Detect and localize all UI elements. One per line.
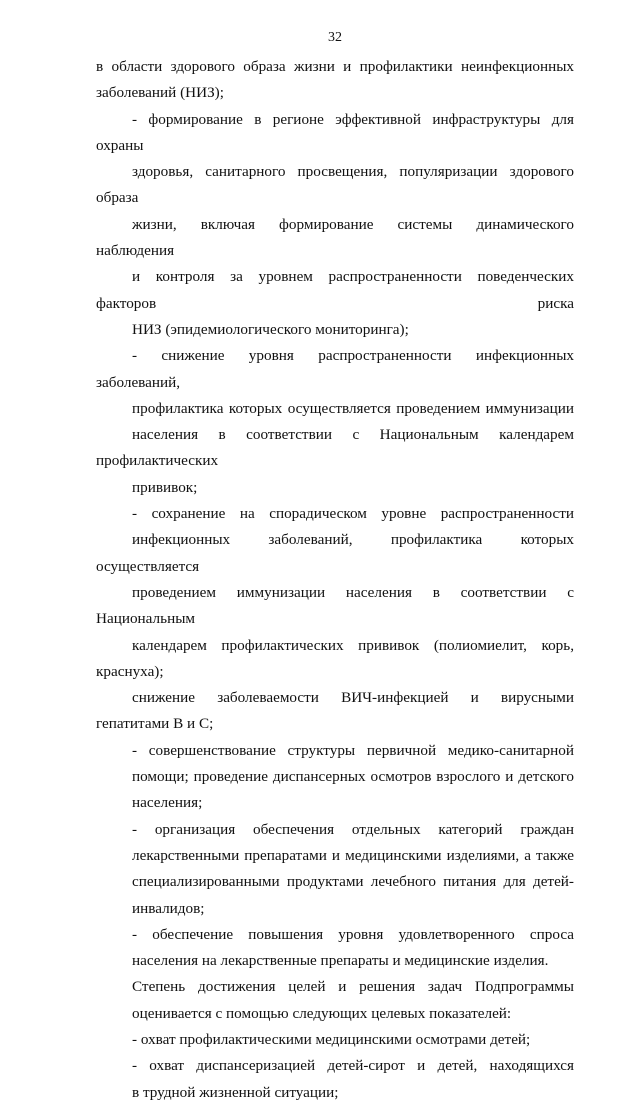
text-line: населения на лекарственные препараты и медицинские изделия. bbox=[132, 952, 549, 970]
text-line: и контроля за уровнем распространенности поведенческих факторов риска bbox=[96, 268, 574, 312]
text-line: - охват профилактическими медицинскими осмотрами детей; bbox=[132, 1030, 531, 1048]
paragraph bbox=[96, 107, 574, 344]
text-line: НИЗ (эпидемиологического мониторинга); bbox=[132, 320, 409, 338]
paragraph bbox=[96, 922, 574, 975]
text-line: - снижение уровня распространенности инфекционных заболеваний, bbox=[96, 347, 574, 391]
text-line: календарем профилактических прививок (полиомиелит, корь, краснуха); bbox=[96, 636, 574, 680]
text-line: - организация обеспечения отдельных категорий граждан bbox=[132, 820, 574, 838]
paragraph bbox=[96, 817, 574, 922]
text-line: помощи; проведение диспансерных осмотров взрослого и детского bbox=[132, 768, 574, 786]
text-line: - обеспечение повышения уровня удовлетворенного спроса bbox=[132, 925, 574, 943]
text-line: - совершенствование структуры первичной медико-санитарной bbox=[132, 741, 574, 759]
text-line: - охват диспансеризацией детей-сирот и детей, находящихся bbox=[132, 1057, 574, 1075]
text-line: проведением иммунизации населения в соответствии с Национальным bbox=[96, 583, 574, 628]
text-line: специализированными продуктами лечебного питания для детей- bbox=[132, 873, 574, 891]
paragraph bbox=[96, 974, 574, 1027]
text-line: населения; bbox=[132, 794, 203, 812]
text-line: инфекционных заболеваний, профилактика которых осуществляется bbox=[96, 531, 574, 575]
text-line: инвалидов; bbox=[132, 899, 205, 917]
text-line: заболеваний (НИЗ); bbox=[96, 84, 224, 102]
paragraph bbox=[96, 501, 574, 738]
text-line: лекарственными препаратами и медицинскими изделиями, а также bbox=[132, 846, 574, 864]
text-line: - сохранение на спорадическом уровне распространенности bbox=[132, 505, 574, 523]
text-line: снижение заболеваемости ВИЧ-инфекцией и вирусными гепатитами В и С; bbox=[96, 689, 574, 733]
document-page bbox=[96, 30, 574, 1106]
text-line: профилактика которых осуществляется проведением иммунизации bbox=[132, 399, 574, 417]
text-line: Степень достижения целей и решения задач Подпрограммы bbox=[132, 978, 574, 996]
text-line: в трудной жизненной ситуации; bbox=[132, 1083, 339, 1101]
paragraph bbox=[96, 343, 574, 501]
document-body bbox=[96, 54, 574, 1106]
text-line: оценивается с помощью следующих целевых показателей: bbox=[132, 1004, 512, 1022]
text-line: - формирование в регионе эффективной инфраструктуры для охраны bbox=[96, 110, 574, 154]
text-line: прививок; bbox=[132, 478, 198, 496]
text-line: жизни, включая формирование системы динамического наблюдения bbox=[96, 215, 574, 260]
text-line: здоровья, санитарного просвещения, популяризации здорового образа bbox=[96, 163, 574, 207]
paragraph bbox=[96, 54, 574, 107]
paragraph bbox=[96, 1053, 574, 1106]
paragraph bbox=[96, 738, 574, 817]
page-number: 32 bbox=[328, 30, 342, 45]
paragraph bbox=[96, 1027, 574, 1053]
text-line: в области здорового образа жизни и профилактики неинфекционных bbox=[96, 58, 574, 75]
text-line: населения в соответствии с Национальным календарем профилактических bbox=[96, 426, 574, 470]
